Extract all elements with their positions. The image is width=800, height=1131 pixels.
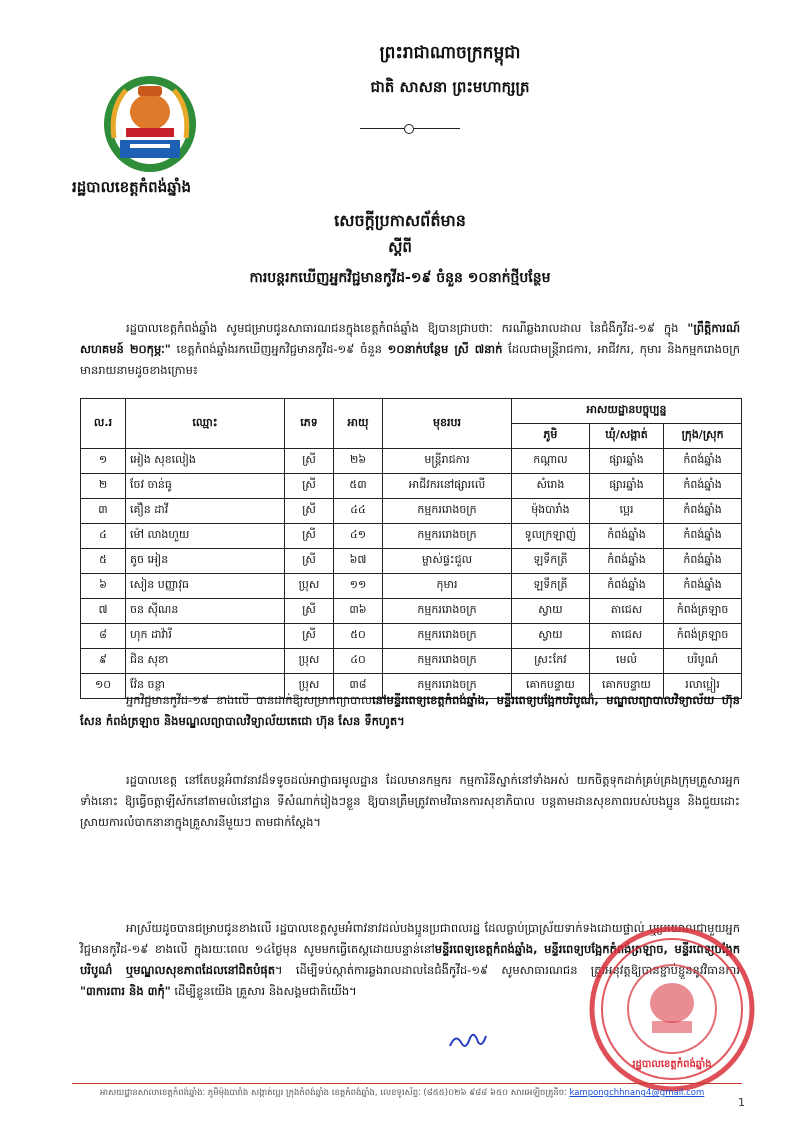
prevention-measures: "៣ការពារ និង ៣កុំ" [80,984,171,998]
cell-district: បរិបូណ៌ [664,649,742,674]
table-row [81,599,742,624]
cell-no: ១០ [81,674,126,699]
treatment-hospitals: នៅមន្ទីរពេទ្យខេត្តកំពង់ឆ្នាំង, មន្ទីរពេទ្យបង្អែកបរិបូណ៌, មណ្ឌលព្យាបាលវិទ្យាល័យ ហ៊ុន សែន កំពង់ត្រឡាច និងមណ្ឌលព្យាបាលវិទ្យាល័យតេជោ ហ៊ុន សែន ទឹកហូត។ [80,693,740,728]
cell-no: ១ [81,449,126,474]
cell-district: កំពង់ត្រឡាច [664,624,742,649]
cell-no: ៨ [81,624,126,649]
cell-district: កំពង់ឆ្នាំង [664,449,742,474]
header-commune: ឃុំ/សង្កាត់ [589,424,663,449]
header-no: ល.រ [81,399,126,449]
cell-sex: ប្រុស [285,574,334,599]
table-row [81,649,742,674]
cell-commune: កំពង់ឆ្នាំង [589,524,663,549]
cell-village: ទូលក្រឡាញ់ [512,524,590,549]
cell-village: ស្រះកែវ [512,649,590,674]
cell-occupation: កម្មកររោងចក្រ [383,599,512,624]
cell-district: រលាប្អៀរ [664,674,742,699]
cell-district: កំពង់ឆ្នាំង [664,524,742,549]
header-age: អាយុ [334,399,383,449]
table-row [81,549,742,574]
cell-commune: តាជេស [589,599,663,624]
cell-district: កំពង់ត្រឡាច [664,599,742,624]
cell-sex: ស្រី [285,499,334,524]
intro-count: ១០នាក់បន្ថែម ស្រី ៧នាក់ [387,342,503,356]
cell-commune: មេលំ [589,649,663,674]
testing-text-3: ដើម្បីខ្លួនយើង គ្រួសារ និងសង្គមជាតិយើង។ [170,984,357,998]
cell-village: សំរោង [512,474,590,499]
cell-name: ចែវ ចាន់ធូ [126,474,285,499]
cell-commune: ផ្សារឆ្នាំង [589,449,663,474]
cell-name: វ៉ែន ចន្ថា [126,674,285,699]
cell-village: ស្វាយ [512,599,590,624]
table-row [81,449,742,474]
cell-sex: ប្រុស [285,649,334,674]
official-stamp [588,925,756,1093]
cell-village: កណ្តាល [512,449,590,474]
cell-age: ៣៦ [334,599,383,624]
cell-age: ៤០ [334,649,383,674]
cell-sex: ប្រុស [285,674,334,699]
cell-commune: ប្អេរ [589,499,663,524]
header-village: ភូមិ [512,424,590,449]
cell-district: កំពង់ឆ្នាំង [664,549,742,574]
cell-name: ជិន សុខា [126,649,285,674]
cell-village: ម៉ុងបារាំង [512,499,590,524]
cell-occupation: កម្មកររោងចក្រ [383,649,512,674]
cell-occupation: ម្ចាស់ផ្ទះជួល [383,549,512,574]
cell-name: សៀន បញ្ញាវុធ [126,574,285,599]
cell-age: ៤១ [334,524,383,549]
cell-occupation: អាជីវករនៅផ្សារលើ [383,474,512,499]
testing-text-2: ។ ដើម្បីទប់ស្កាត់ការឆ្លងរាលដាលនៃជំងឺកូវីដ-១៩ សូមសាធារណជន ត្រូវអនុវត្តឱ្យបានខ្ជាប់ខ្ជួននូវវិធានការ [275,963,740,977]
cell-commune: គោកបន្ទាយ [589,674,663,699]
cell-age: ៦៧ [334,549,383,574]
footer-address: អាសយដ្ឋានសាលាខេត្តកំពង់ឆ្នាំងៈ ភូមិម៉ុងបារាំង សង្កាត់ប្អេរ ក្រុងកំពង់ឆ្នាំង ខេត្តកំពង់ឆ្នាំង, លេខទូរស័ព្ទៈ (៨៥៥)០២៦ ៩៨៨ ៦៥០ សារអេឡិចត្រូនិចៈ [100,1088,567,1098]
cell-sex: ស្រី [285,624,334,649]
cell-age: ៥៣ [334,474,383,499]
header-occupation: មុខរបរ [383,399,512,449]
cell-village: ឡទឹកត្រី [512,549,590,574]
document-subject: ការបន្តរកឃើញអ្នកវិជ្ជមានកូវីដ-១៩ ចំនួន ១០នាក់ថ្មីបន្ថែម [249,270,551,286]
cell-occupation: កម្មកររោងចក្រ [383,499,512,524]
cell-no: ៥ [81,549,126,574]
testing-sites: មន្ទីរពេទ្យខេត្តកំពង់ឆ្នាំង, មន្ទីរពេទ្យបង្អែកកំពង់ត្រឡាច, មន្ទីរពេទ្យបង្អែកបរិបូណ៌ ឬមណ្ឌលសុខភាពដែលនៅជិតបំផុត [80,942,740,977]
footer-email[interactable]: kampongchhnang4@gmail.com [569,1088,705,1098]
cell-commune: ផ្សារឆ្នាំង [589,474,663,499]
cell-age: ៤៤ [334,499,383,524]
cell-commune: តាជេស [589,624,663,649]
kingdom-title: ព្រះរាជាណាចក្រកម្ពុជា [379,43,521,63]
cell-district: កំពង់ឆ្នាំង [664,474,742,499]
cell-commune: កំពង់ឆ្នាំង [589,549,663,574]
cell-occupation: មន្ត្រីរាជការ [383,449,512,474]
cell-no: ៣ [81,499,126,524]
cell-sex: ស្រី [285,549,334,574]
treatment-text: អ្នកវិជ្ជមានកូវីដ-១៩ ខាងលើ បានដាក់ឱ្យសម្រាកព្យាបាល [126,693,372,707]
table-row [81,524,742,549]
cell-name: តូច អៀន [126,549,285,574]
signature-mark [448,1030,488,1056]
cell-no: ៤ [81,524,126,549]
intro-text-1: រដ្ឋបាលខេត្តកំពង់ឆ្នាំង សូមជម្រាបជូនសាធារណជនក្នុងខេត្តកំពង់ឆ្នាំង ឱ្យបានជ្រាបថាៈ ករណីឆ្លងរាលដាល នៃជំងឺកូវីដ-១៩ ក្នុង [126,321,688,335]
treatment-paragraph [80,690,740,732]
cell-sex: ស្រី [285,474,334,499]
header-sex: ភេទ [285,399,334,449]
intro-text-3: ដែលជាមន្ត្រីរាជការ, អាជីវករ, កុមារ និងកម្មករោងចក្រ មានរាយនាមដូចខាងក្រោម៖ [80,342,741,377]
cell-no: ២ [81,474,126,499]
cell-no: ៦ [81,574,126,599]
cell-age: ៥០ [334,624,383,649]
cell-name: ម៉ៅ លាងហួយ [126,524,285,549]
cell-name: គឿន ដាវី [126,499,285,524]
cell-commune: កំពង់ឆ្នាំង [589,574,663,599]
cell-name: ចន ស៊ីណន [126,599,285,624]
cell-district: កំពង់ឆ្នាំង [664,499,742,524]
cell-age: ២៦ [334,449,383,474]
cell-district: កំពង់ឆ្នាំង [664,574,742,599]
testing-text-1: អាស្រ័យដូចបានជម្រាបជូនខាងលើ រដ្ឋបាលខេត្តសូមអំពាវនាវដល់បងប្អូនប្រជាពលរដ្ឋ ដែលធ្លាប់ប្រាស្រ័យទាក់ទងដោយផ្ទាល់ ឬប្រយោលជាមួយអ្នកវិជ្ជមានកូវីដ-១៩ ខាងលើ ក្នុងរយៈពេល ១៤ថ្ងៃមុន សូមមកធ្វើតេស្តដោយបន្ទាន់នៅ [80,921,740,956]
header-address: អាសយដ្ឋានបច្ចុប្បន្ន [512,399,742,424]
provincial-logo [100,68,200,176]
cell-occupation: កម្មកររោងចក្រ [383,524,512,549]
intro-text-2: ខេត្តកំពង់ឆ្នាំងរកឃើញអ្នកវិជ្ជមានកូវីដ-១៩ ចំនួន [170,342,388,356]
ministry-name: រដ្ឋបាលខេត្តកំពង់ឆ្នាំង [72,178,192,196]
divider-ornament [404,124,414,134]
table-row [81,499,742,524]
cell-occupation: កម្មកររោងចក្រ [383,674,512,699]
appeal-paragraph: រដ្ឋបាលខេត្ត នៅតែបន្តអំពាវនាវដ៏ទទូចដល់អាជ្ញាធរមូលដ្ឋាន ដែលមានកម្មករ កម្មការិនីស្នាក់នៅទាំងអស់ យកចិត្តទុកដាក់គ្រប់គ្រងក្រុមគ្រួសារអ្នកទាំងនោះ ឱ្យធ្វើចត្តាឡីស័កនៅតាមលំនៅដ្ឋាន ទីសំណាក់រៀងៗខ្លួន ឱ្យបានត្រឹមត្រូវតាមវិធានការសុខាភិបាល បន្តតាមដានសុខភាពរបស់បងប្អូន និងជួយដោះស្រាយការលំបាកនានាក្នុងគ្រួសារនីមួយៗ តាមជាក់ស្តែង។ [80,773,740,829]
footer-contact [100,1088,740,1100]
header-district: ក្រុង/ស្រុក [664,424,742,449]
stamp-text: រដ្ឋបាលខេត្តកំពង់ឆ្នាំង [632,1059,712,1070]
cell-name: ហុក ដាវ៉ារី [126,624,285,649]
cell-age: ១១ [334,574,383,599]
cell-sex: ស្រី [285,449,334,474]
cell-sex: ស្រី [285,524,334,549]
intro-event: "ព្រឹត្តិការណ៍សហគមន៍ ២០កុម្ភៈ" [80,321,740,356]
footer-divider [72,1083,742,1084]
national-motto: ជាតិ សាសនា ព្រះមហាក្សត្រ [370,78,530,96]
document-title: សេចក្តីប្រកាសព័ត៌មាន [334,211,466,230]
cell-occupation: កម្មកររោងចក្រ [383,624,512,649]
cases-table [80,398,742,699]
page-number: 1 [738,1096,745,1109]
table-row [81,474,742,499]
cell-village: ស្វាយ [512,624,590,649]
intro-paragraph [80,318,740,381]
cell-age: ៣៨ [334,674,383,699]
cell-no: ៩ [81,649,126,674]
table-row [81,624,742,649]
cell-sex: ស្រី [285,599,334,624]
cell-name: អៀង សុខលៀង [126,449,285,474]
cell-village: គោកបន្ទាយ [512,674,590,699]
cell-village: ឡទឹកត្រី [512,574,590,599]
cell-occupation: កុមារ [383,574,512,599]
header-name: ឈ្មោះ [126,399,285,449]
document-about: ស្តីពី [388,238,412,256]
cell-no: ៧ [81,599,126,624]
table-row [81,574,742,599]
